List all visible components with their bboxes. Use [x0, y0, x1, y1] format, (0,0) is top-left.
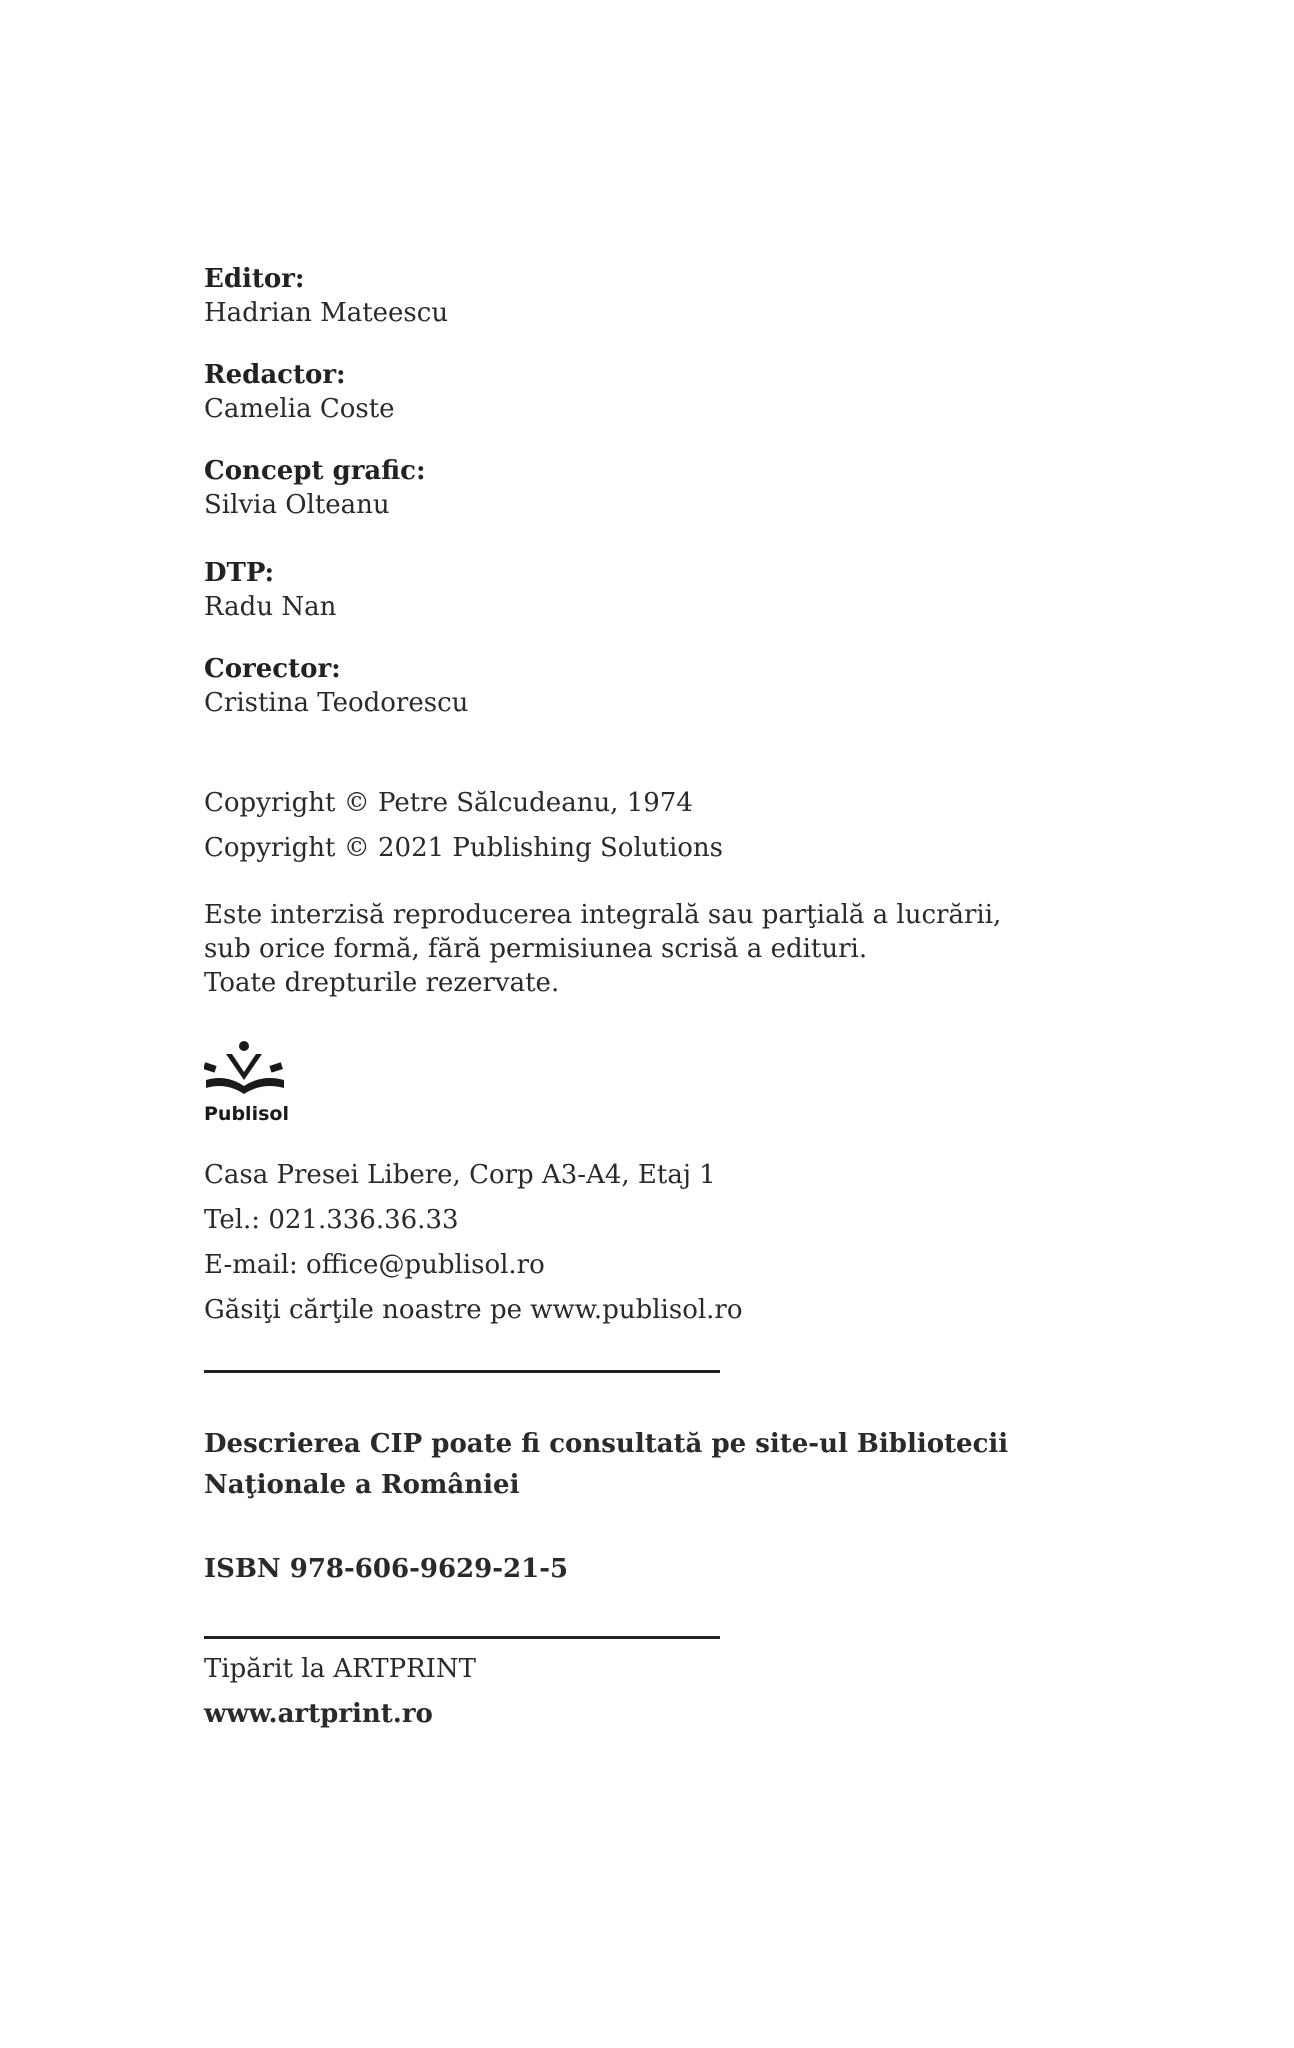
rights-notice [204, 898, 1001, 1000]
publisher-email: E-mail: office@publisol.ro [204, 1250, 545, 1280]
printer-website: www.artprint.ro [204, 1699, 433, 1729]
publisher-phone: Tel.: 021.336.36.33 [204, 1205, 459, 1235]
cip-line: Descrierea CIP poate fi consultată pe site-ul Bibliotecii [204, 1429, 1009, 1459]
rights-line: Este interzisă reproducerea integrală sau parţială a lucrării, [204, 900, 1002, 930]
divider [204, 1370, 720, 1373]
rights-line: sub orice formă, fără permisiunea scrisă a edituri. [204, 934, 868, 964]
cip-line: Naţionale a României [204, 1470, 520, 1500]
credit-name: Hadrian Mateescu [204, 298, 449, 328]
publisher-website: Găsiţi cărţile noastre pe www.publisol.ro [204, 1295, 743, 1325]
credit-dtp [204, 556, 336, 624]
printer-block [204, 1652, 476, 1731]
credit-redactor [204, 358, 395, 426]
divider [204, 1636, 720, 1639]
publisher-address: Casa Presei Libere, Corp A3-A4, Etaj 1 [204, 1160, 716, 1190]
credit-name: Silvia Olteanu [204, 490, 390, 520]
credit-name: Radu Nan [204, 592, 337, 622]
credit-corector [204, 652, 468, 720]
rights-line: Toate drepturile rezervate. [204, 968, 560, 998]
credit-role: Corector: [204, 654, 341, 684]
publisher-contact [204, 1158, 743, 1327]
credit-role: Editor: [204, 264, 305, 294]
publisol-logo-mark [204, 1040, 294, 1140]
printer-name: Tipărit la ARTPRINT [204, 1654, 477, 1684]
isbn: ISBN 978-606-9629-21-5 [204, 1554, 569, 1584]
credit-concept-grafic [204, 454, 426, 522]
credit-role: DTP: [204, 558, 275, 588]
copyright-author: Copyright © Petre Sălcudeanu, 1974 [204, 788, 693, 818]
credit-name: Cristina Teodorescu [204, 688, 469, 718]
publisol-logo [204, 1040, 294, 1140]
isbn-block [204, 1552, 568, 1586]
credit-role: Concept grafic: [204, 456, 426, 486]
copyright-block [204, 786, 723, 865]
credit-role: Redactor: [204, 360, 346, 390]
credit-name: Camelia Coste [204, 394, 395, 424]
credit-editor [204, 262, 448, 330]
cip-notice [204, 1424, 1008, 1506]
copyright-publisher: Copyright © 2021 Publishing Solutions [204, 833, 724, 863]
logo-text: Publisol [204, 1103, 289, 1125]
